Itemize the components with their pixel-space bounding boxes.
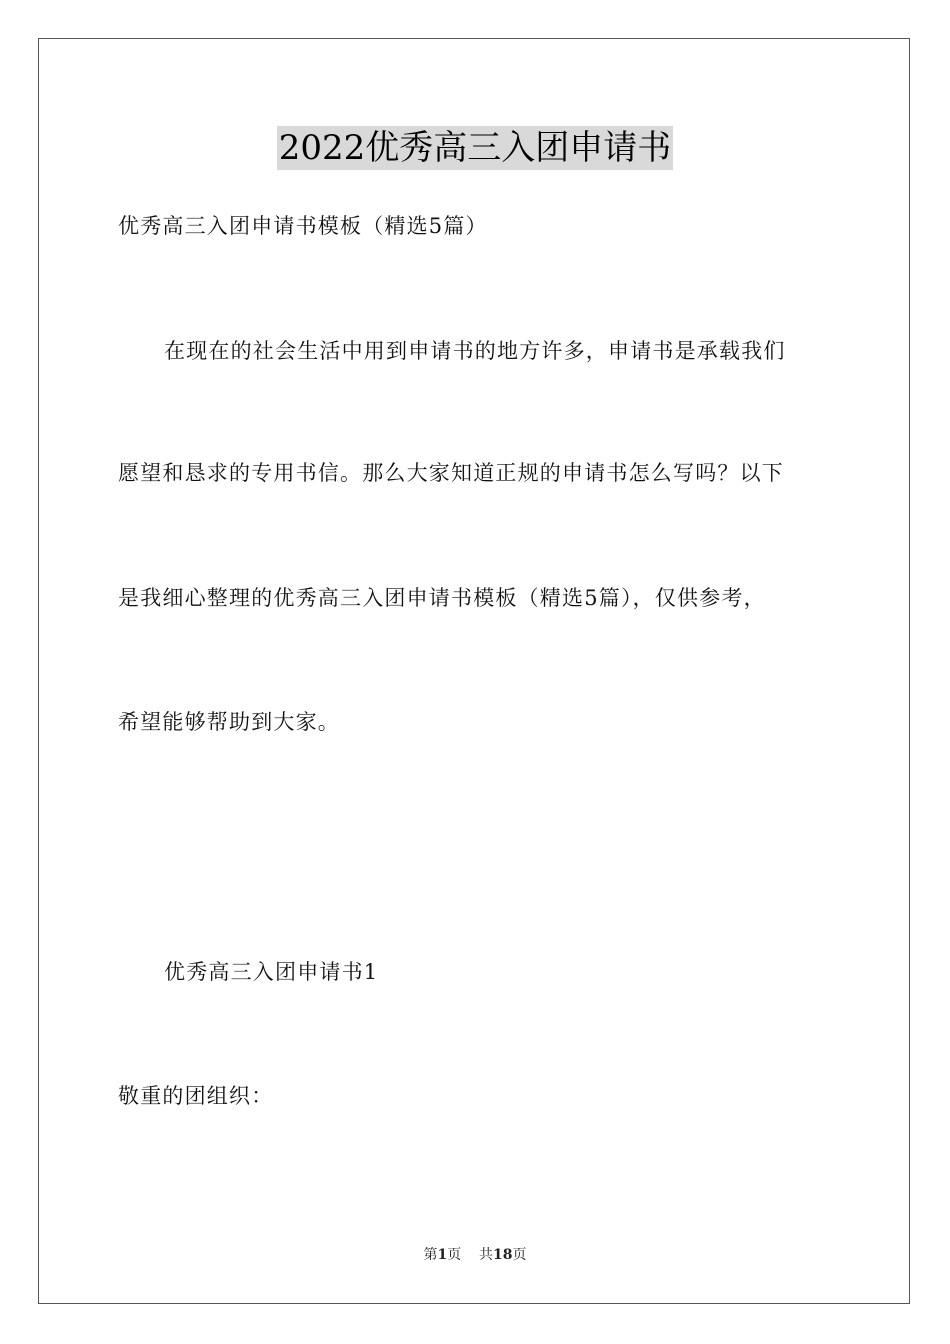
- footer-page-prefix: 第: [423, 1247, 438, 1263]
- intro-line-4: 希望能够帮助到大家。: [118, 710, 340, 734]
- footer-total-suffix: 页: [512, 1247, 527, 1263]
- document-subtitle: 优秀高三入团申请书模板（精选5篇）: [118, 214, 488, 238]
- salutation: 敬重的团组织：: [118, 1084, 274, 1108]
- intro-line-2: 愿望和恳求的专用书信。那么大家知道正规的申请书怎么写吗？以下: [118, 461, 784, 485]
- intro-line-3: 是我细心整理的优秀高三入团申请书模板（精选5篇），仅供参考，: [118, 586, 766, 610]
- document-title: 2022优秀高三入团申请书: [278, 128, 672, 168]
- footer-total-prefix: 共: [479, 1247, 494, 1263]
- footer-page-suffix: 页: [447, 1247, 462, 1263]
- footer-page-number: 1: [437, 1247, 448, 1263]
- intro-line-1: 在现在的社会生活中用到申请书的地方许多，申请书是承载我们: [164, 339, 786, 363]
- section-heading: 优秀高三入团申请书1: [164, 960, 379, 984]
- page-footer: [0, 1246, 950, 1264]
- title-container: [0, 126, 950, 170]
- footer-total-pages: 18: [493, 1247, 513, 1263]
